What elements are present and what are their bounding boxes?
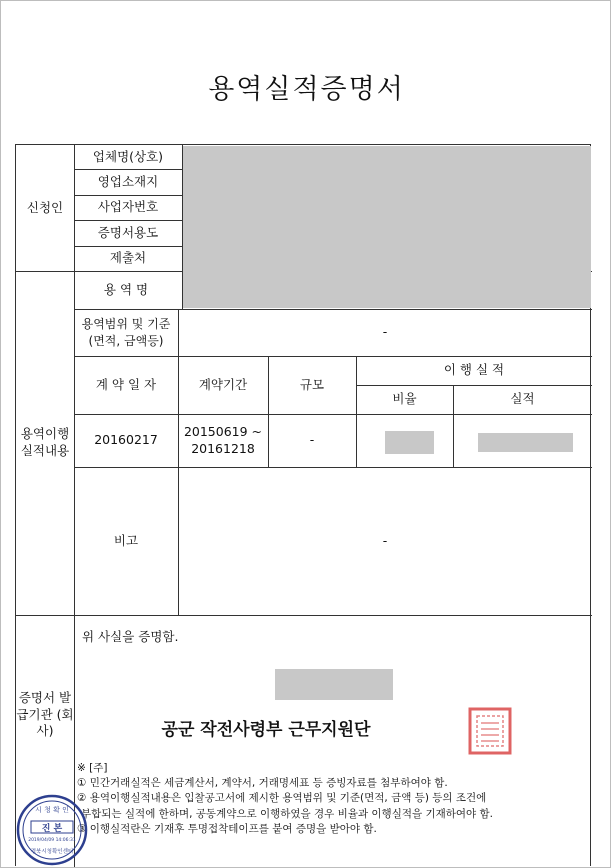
service-name-label: 용 역 명 <box>103 281 149 297</box>
remarks-value: - <box>382 532 388 548</box>
scale-header: 규모 <box>299 376 325 392</box>
certificate-table <box>15 144 591 866</box>
contract-date-header: 계 약 일 자 <box>95 376 157 392</box>
stamp-bottom-text: 경북시청확인센터 <box>30 849 74 855</box>
redacted-ratio <box>385 431 434 454</box>
company-name-label: 업체명(상호) <box>92 148 164 164</box>
note-item-3: ③ 이행실적란은 기재후 투명접착테이프를 붙여 증명을 받아야 함. <box>77 822 377 835</box>
ratio-header: 비율 <box>392 391 417 407</box>
stamp-date-text: 2019/04/09 14:06:31 <box>28 838 76 843</box>
stamp-top-text: 시 청 확 인 <box>35 806 69 814</box>
service-section-label: 용역이행 실적내용 <box>20 426 70 458</box>
scale-value: - <box>309 432 315 448</box>
verification-stamp <box>15 793 89 867</box>
applicant-section-label: 신청인 <box>26 199 64 215</box>
business-number-label: 사업자번호 <box>97 199 159 215</box>
notes <box>77 761 587 837</box>
note-item-2-continued: 부합되는 실적에 한하며, 공동계약으로 이행하였을 경우 비율과 이행실적을 기재하여야 함. <box>81 807 494 820</box>
official-seal <box>466 705 514 757</box>
certify-text: 위 사실을 증명함. <box>82 628 179 644</box>
contract-date-value: 20160217 <box>94 432 158 448</box>
note-item-1: ① 민간거래실적은 세금계산서, 계약서, 거래명세표 등 증빙자료를 첨부하여야 함. <box>77 777 448 790</box>
redacted-result <box>478 433 573 452</box>
document-title: 용역실적증명서 <box>208 74 405 105</box>
stamp-center-text: 진 본 <box>41 824 63 834</box>
result-header: 실적 <box>510 391 535 407</box>
redacted-date <box>275 669 393 700</box>
submit-to-label: 제출처 <box>109 250 147 266</box>
performance-header: 이 행 실 적 <box>443 362 505 378</box>
notes-header: ※ [주] <box>77 762 108 774</box>
contract-period-header: 계약기간 <box>198 376 248 392</box>
scope-label: 용역범위 및 기준 (면적, 금액등) <box>81 317 171 348</box>
redacted-block <box>183 146 591 308</box>
contract-period-value: 20150619 ~ 20161218 <box>183 423 263 456</box>
rule <box>16 615 592 616</box>
scope-value: - <box>382 324 388 340</box>
issuer-org-name: 공군 작전사령부 근무지원단 <box>161 719 371 740</box>
issuer-section-label: 증명서 발급기관 (회사) <box>16 689 74 739</box>
certificate-purpose-label: 증명서용도 <box>97 224 159 240</box>
business-address-label: 영업소재지 <box>97 173 159 189</box>
note-item-2: ② 용역이행실적내용은 입찰공고서에 제시한 용역범위 및 기준(면적, 금액 등) 등의 조건에 <box>77 792 487 805</box>
remarks-label: 비고 <box>113 532 139 548</box>
